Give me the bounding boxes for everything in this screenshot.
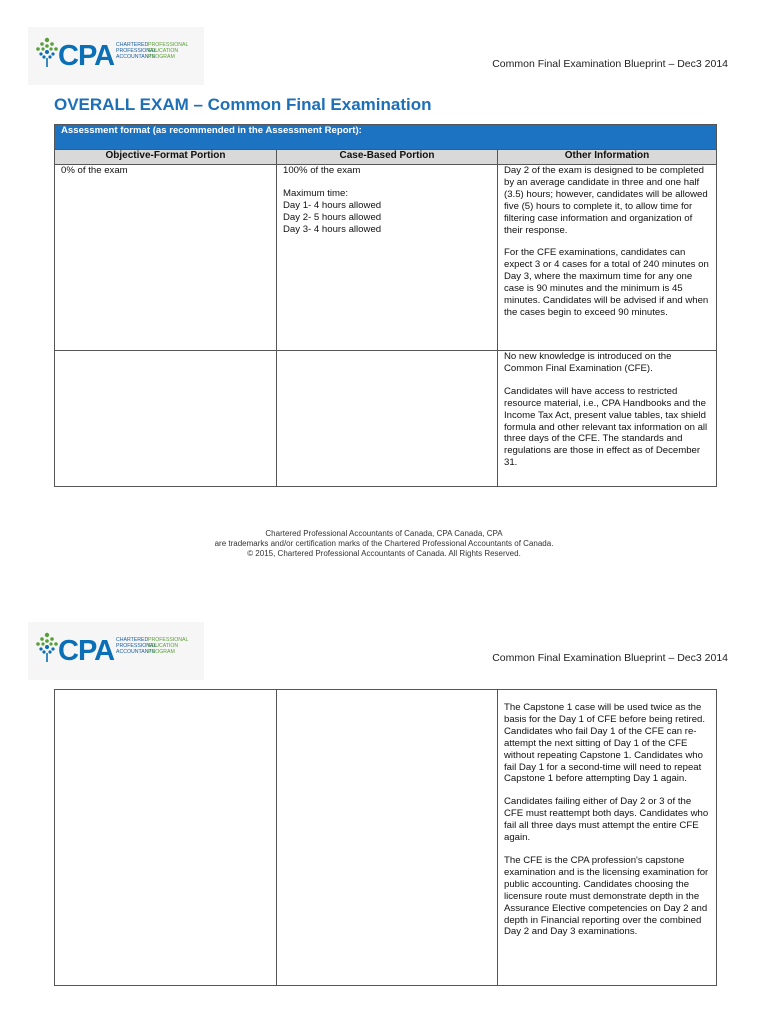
table-row [55,165,717,351]
maple-leaf-icon [34,36,60,70]
header-case-based: Case-Based Portion [277,150,498,165]
other-info-cell: The Capstone 1 case will be used twice as the basis for the Day 1 of CFE before being retired. Candidates who fail Day 1 of the CFE can re-attempt the next sitting of Day 1 of the CFE without repeating Capstone 1. Candidates who fail Day 1 for a second-time will need to repeat Capstone 1 before attempting Day 1 again. Candidates failing either of Day 2 or 3 of the CFE must reattempt both days. Candidates who fail all three days must attempt the entire CFE again. The CFE is the CPA profession's capstone examination and is the licensing examination for public accounting. Candidates choosing the licensure route must demonstrate depth in the Assurance Elective competencies on Day 2 and depth in Financial reporting over the combined Day 2 and Day 3 examinations. [498,690,717,986]
table-banner: Assessment format (as recommended in the Assessment Report): [55,125,717,150]
assessment-table [54,124,717,487]
header-other-info: Other Information [498,150,717,165]
other-info-cell: No new knowledge is introduced on the Common Final Examination (CFE). Candidates will have access to restricted resource material, i.e., CPA Handbooks and the Income Tax Act, present value tables, tax shield formula and other relevant tax information on all three days of the CFE. The standards and regulations are those in effect as of December 31. [498,351,717,487]
case-cell-empty [277,351,498,487]
table-row [55,351,717,487]
objective-cell-empty [55,351,277,487]
cpa-logo-page2 [28,622,204,680]
logo-text-program: PROFESSIONAL EDUCATION PROGRAM [148,637,189,656]
other-info-cell: Day 2 of the exam is designed to be completed by an average candidate in three and one half (3.5) hours; however, candidates will be allowed five (5) hours to complete it, to allow time for filtering case information and organization of their response. For the CFE examinations, candidates can expect 3 or 4 cases for a total of 240 minutes on Day 3, where the maximum time for any one case is 90 minutes and the minimum is 45 minutes. Candidates will be advised if and when the cases begin to exceed 90 minutes. [498,165,717,351]
objective-cell: 0% of the exam [55,165,277,351]
document-reference-page2: Common Final Examination Blueprint – Dec3 2014 [492,652,728,664]
table-row [55,690,717,986]
header-objective: Objective-Format Portion [55,150,277,165]
logo-text-accountants: CHARTERED PROFESSIONAL ACCOUNTANTS [116,637,157,656]
page-title: OVERALL EXAM – Common Final Examination [54,95,432,114]
case-cell-empty [277,690,498,986]
cpa-logo [28,27,204,85]
maple-leaf-icon [34,631,60,665]
logo-text-accountants: CHARTERED PROFESSIONAL ACCOUNTANTS [116,42,157,61]
cpa-wordmark: CPA [58,635,115,667]
copyright-footer: Chartered Professional Accountants of Canada, CPA Canada, CPA are trademarks and/or certification marks of the Chartered Professional Accountants of Canada. © 2015, Chartered Professional Accountants of Canada. All Rights Reserved. [214,529,554,558]
continuation-table [54,689,717,986]
cpa-wordmark: CPA [58,40,115,72]
document-reference: Common Final Examination Blueprint – Dec3 2014 [492,58,728,70]
objective-cell-empty [55,690,277,986]
case-cell: 100% of the exam Maximum time: Day 1- 4 hours allowed Day 2- 5 hours allowed Day 3- 4 hours allowed [277,165,498,351]
logo-text-program: PROFESSIONAL EDUCATION PROGRAM [148,42,189,61]
